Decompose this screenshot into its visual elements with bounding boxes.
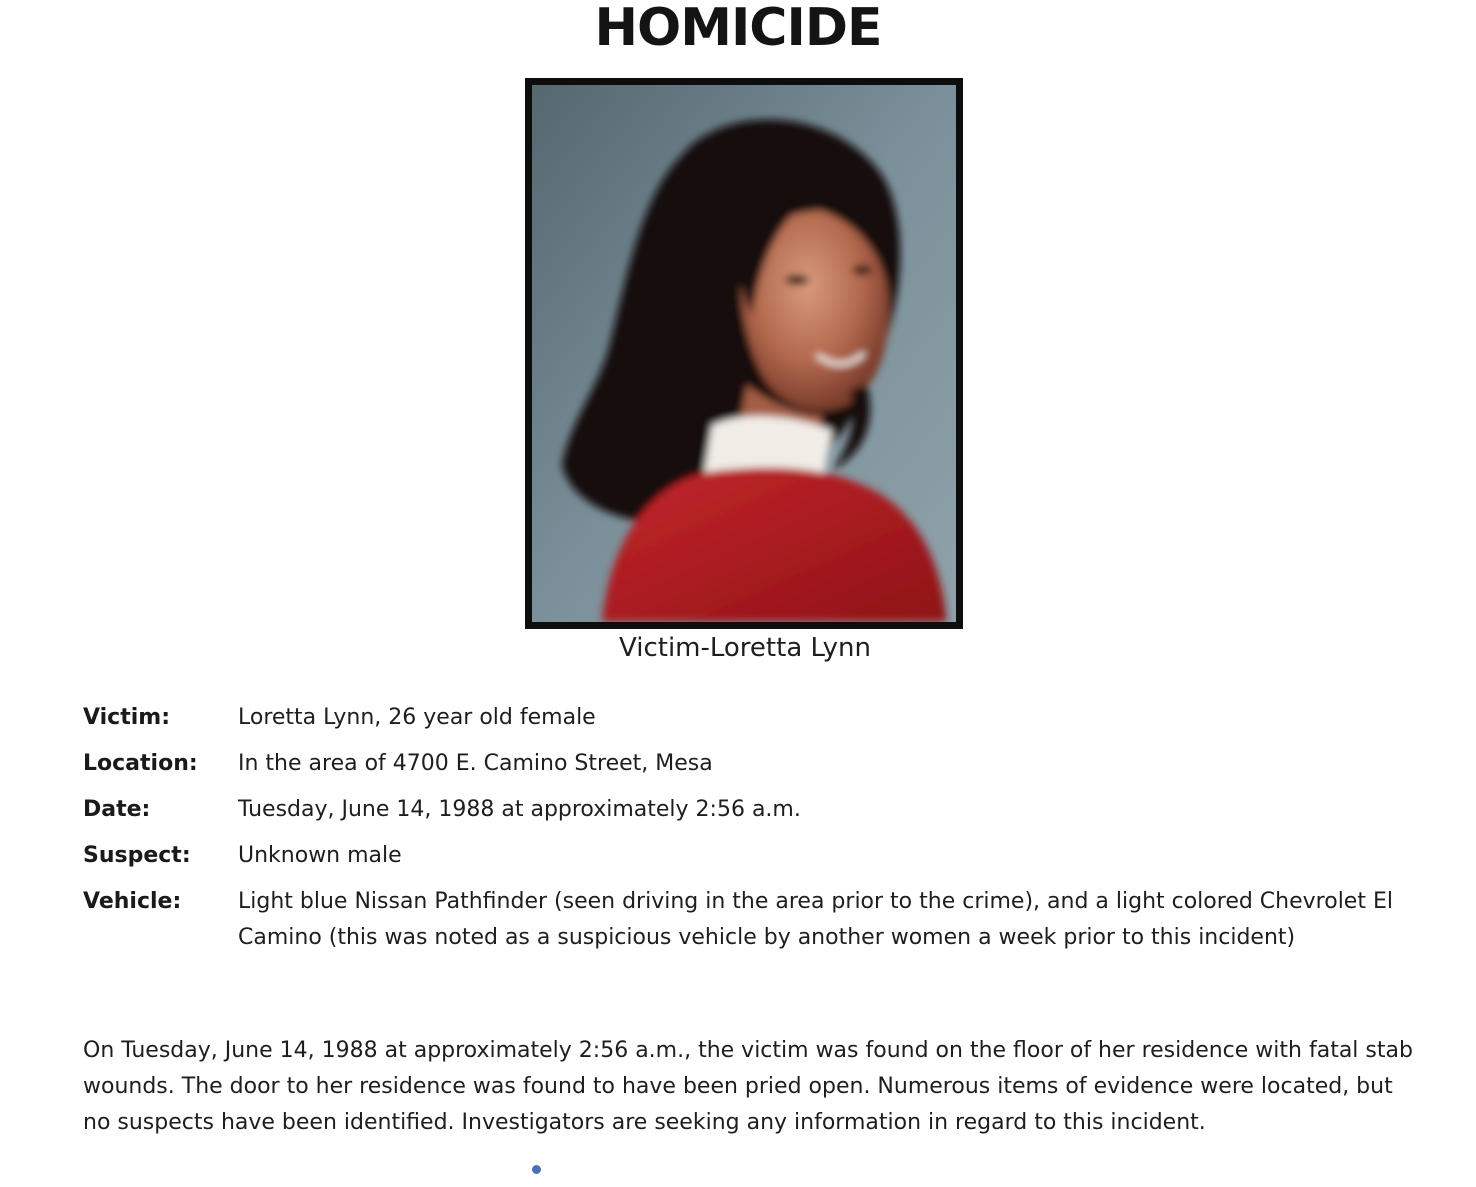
victim-photo <box>525 78 963 629</box>
case-facts <box>83 700 1403 966</box>
fact-value: In the area of 4700 E. Camino Street, Mesa <box>238 751 713 776</box>
bullet-dot-icon <box>532 1165 541 1174</box>
fact-label: Victim: <box>83 705 171 730</box>
fact-label: Vehicle: <box>83 889 182 914</box>
fact-value: Loretta Lynn, 26 year old female <box>238 705 596 730</box>
photo-caption: Victim-Loretta Lynn <box>619 633 871 663</box>
fact-value: Light blue Nissan Pathfinder (seen driving in the area prior to the crime), and a light colored Chevrolet El Camino (this was noted as a suspicious vehicle by another women a week prior to this incident) <box>238 889 1393 950</box>
fact-row-date <box>83 792 1403 828</box>
fact-value: Unknown male <box>238 843 402 868</box>
fact-label: Suspect: <box>83 843 191 868</box>
fact-value: Tuesday, June 14, 1988 at approximately 2:56 a.m. <box>238 797 801 822</box>
page-title: HOMICIDE <box>594 0 882 58</box>
fact-row-location <box>83 746 1403 782</box>
fact-row-vehicle <box>83 884 1403 956</box>
fact-row-suspect <box>83 838 1403 874</box>
victim-portrait-image <box>532 85 956 622</box>
incident-summary: On Tuesday, June 14, 1988 at approximately 2:56 a.m., the victim was found on the floor of her residence with fatal stab wounds. The door to her residence was found to have been pried open. Numerous items of evidence were located, but no suspects have been identified. Investigators are seeking any information in regard to this incident. <box>83 1038 1413 1135</box>
fact-label: Location: <box>83 751 198 776</box>
fact-row-victim <box>83 700 1403 736</box>
fact-label: Date: <box>83 797 151 822</box>
